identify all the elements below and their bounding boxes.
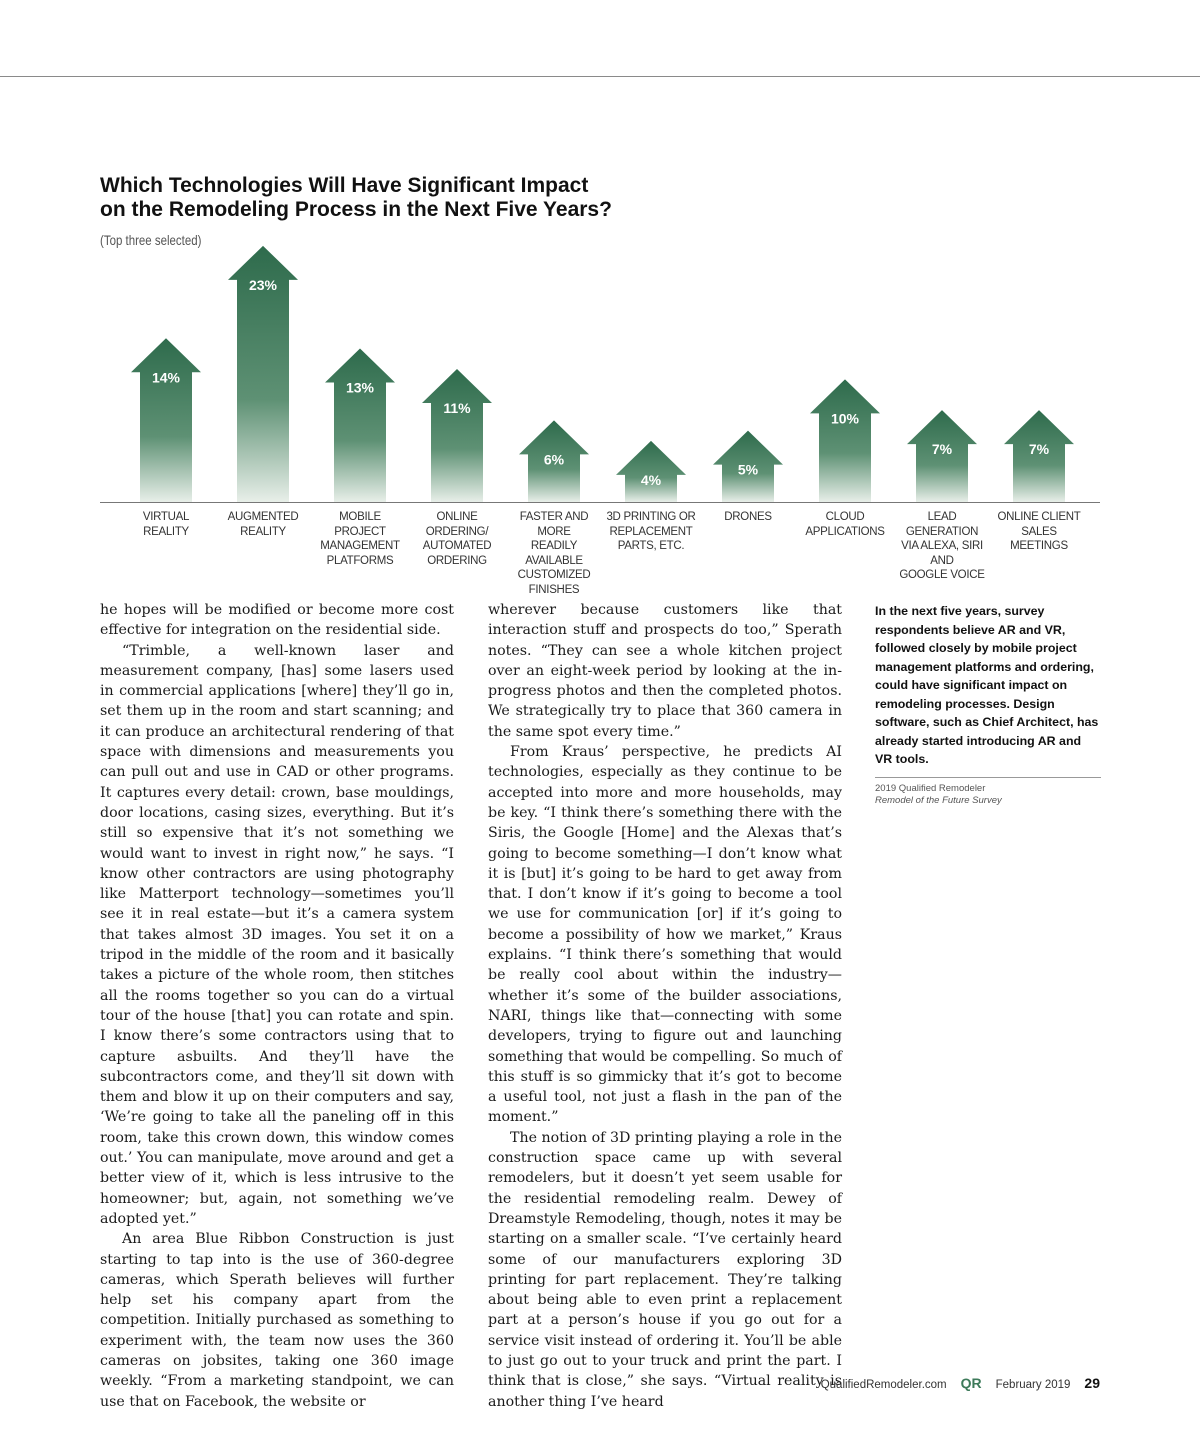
bar-house-4 [422,369,492,502]
bar-house-1 [131,338,201,502]
category-label-10: ONLINE CLIENT SALES MEETINGS [997,511,1081,552]
category-label-2: AUGMENTED REALITY [227,511,299,538]
caption-divider [875,777,1101,778]
category-label-6: 3D PRINTING OR REPLACEMENT PARTS, ETC. [606,511,696,552]
category-label-7: DRONES [724,511,772,523]
data-label-8: 10% [830,410,860,427]
category-label-3: MOBILE PROJECT MANAGEMENT PLATFORMS [320,511,400,567]
source-line-1: 2019 Qualified Remodeler [875,782,986,794]
article-paragraph: An area Blue Ribbon Construction is just starting to tap into is the use of 360-degree cameras, which Sperath believes will further help set his company apart from the competition. Initially purchased as something to experiment with, the team now uses the 360 cameras on jobsites, taking one 360 image weekly. “From a marketing standpoint, we can use that on Facebook, the website or [100,1231,454,1410]
article-column-middle [488,600,842,1412]
page-footer [821,1375,1100,1391]
category-label-1: VIRTUAL REALITY [142,511,190,538]
category-label-9: LEAD GENERATION VIA ALEXA, SIRI AND GOOGLE VOICE [899,511,985,581]
article-column-left [100,600,454,1412]
chart-title [100,174,740,222]
chart-title-line-1: Which Technologies Will Have Significant Impact [100,174,589,197]
page-number: 29 [1084,1375,1100,1391]
category-label-4: ONLINE ORDERING/ AUTOMATED ORDERING [422,511,492,567]
data-label-7: 5% [737,461,759,478]
top-rule [0,76,1200,77]
chart-subtitle: (Top three selected) [100,232,202,248]
category-label-5: FASTER AND MORE READILY AVAILABLE CUSTOMIZED FINISHES [517,511,591,596]
data-label-9: 7% [931,441,953,458]
article-paragraph: From Kraus’ perspective, he predicts AI technologies, especially as they continue to be accepted into more and more households, may be key. “I think there’s something there with the Siris, the Google [Home] and the Alexas that’s going to become something—I don’t know what it is [but] it’s going to be hard to get away from that. I don’t know if it’s going to become a tool we use for communication [or] if it’s going to become a possibility of how we market,” Kraus explains. “I think there’s something that would be really cool about within the industry—whether it’s some of the builder associations, NARI, things like that—connecting with some developers, trying to figure out and launching something that would be compelling. So much of this stuff is so gimmicky that it’s got to become a useful tool, not just a flash in the pan of the moment.” [488,744,842,1126]
article-paragraph: “Trimble, a well-known laser and measurement company, [has] some lasers used in commercial applications [where] they’ll go in, set them up in the room and start scanning; and it can produce an architectural rendering of that space with dimensions and measurements you can pull out and use in CAD or other programs. It captures every detail: crown, base mouldings, door locations, casing sizes, everything. But it’s still so expensive that it’s not something we would want to invest in right now,” he says. “I know other contractors are using photography like Matterport technology—sometimes you’ll see it in real estate—but it’s a camera system that takes almost 3D images. You set it on a tripod in the middle of the room and it basically takes a picture of the whole room, then stitches all the rooms together so you can do a virtual tour of the house [that] you can rotate and spin. I know there’s some contractors using that to capture asbuilts. And they’ll have the subcontractors come, and they’ll sit down with them and blow it up on their computers and say, ‘We’re going to take all the paneling off in this room, take this crown down, this window comes out.’ You can manipulate, move around and get a better view of it, which is less intrusive to the homeowner; but, again, not something we’ve adopted yet.” [100,642,454,1227]
chart-title-line-2: on the Remodeling Process in the Next Five Years? [100,198,612,221]
source-line-2: Remodel of the Future Survey [875,794,1002,806]
chart-caption: In the next five years, survey respondents believe AR and VR, followed closely by mobile project management platforms and ordering, could have significant impact on remodeling processes. Design software, such as Chief Architect, has already started introducing AR and VR tools. [875,604,1099,766]
category-label-8: CLOUD APPLICATIONS [805,511,885,538]
source-credit [875,783,1101,807]
footer-brand-logo: QR [960,1375,982,1391]
data-label-4: 11% [443,400,471,417]
data-label-1: 14% [151,369,181,386]
data-label-10: 7% [1028,441,1050,458]
data-label-5: 6% [543,451,565,468]
bar-chart [0,230,1200,510]
article-paragraph: he hopes will be modified or become more cost effective for integration on the residential side. [100,602,454,639]
footer-website: QualifiedRemodeler.com [820,1379,947,1391]
footer-issue-date: February 2019 [995,1379,1071,1391]
chart-caption-sidebar [875,602,1101,807]
bar-house-3 [325,349,395,502]
article-paragraph: The notion of 3D printing playing a role in the construction space came up with several remodelers, but it doesn’t yet seem usable for the residential remodeling realm. Dewey of Dreamstyle Remodeling, though, notes it may be starting on a smaller scale. “I’ve certainly heard some of our manufacturers exploring 3D printing for part replacement. They’re talking about being able to even print a replacement part at a person’s house if you go out for a service visit instead of ordering it. You’ll be able to just go out to your truck and print the part. I think that is close,” she says. “Virtual reality is another thing I’ve heard [488,1129,842,1410]
data-label-2: 23% [248,276,278,293]
data-label-3: 13% [345,379,375,396]
data-label-6: 4% [640,471,662,488]
bar-house-8 [810,379,880,502]
article-paragraph: wherever because customers like that interaction stuff and prospects do too,” Sperath notes. “They can see a whole kitchen project over an eight-week period by looking at the in-progress photos and then the completed photos. We strategically try to place that 360 camera in the same spot every time.” [488,602,842,740]
